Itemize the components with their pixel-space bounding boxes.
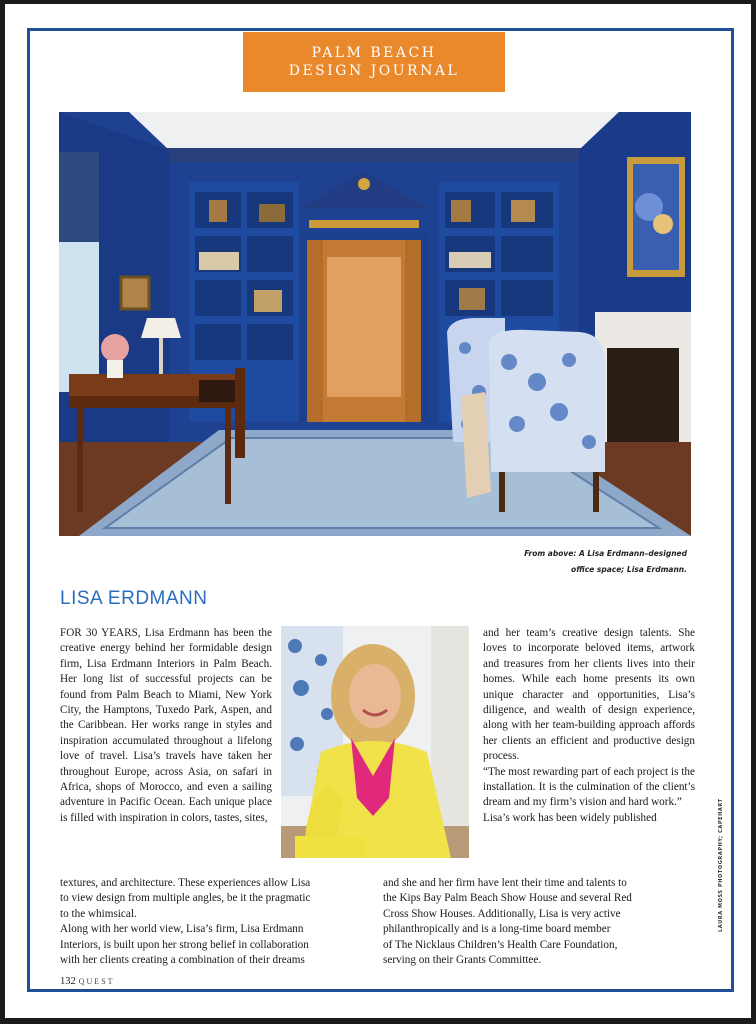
section-masthead xyxy=(243,32,505,92)
page-number: 132 xyxy=(60,976,76,987)
article-lower-left xyxy=(60,876,370,968)
article-column-right xyxy=(483,626,695,826)
article-paragraph: and her team’s creative design talents. She loves to incorporate beloved items, artwork and treasures from her clients lives into their homes. While each home presents its own unique character and opportunities, Lisa’s diligence, and wealth of design experience, along with her team-building approach affords her clients an efficient and productive design process. xyxy=(483,627,695,763)
photo-caption xyxy=(467,546,687,578)
text-line: of The Nicklaus Children’s Health Care Foundation, xyxy=(383,938,618,951)
photo-credit: LAURA MOSS PHOTOGRAPHY; CAPEHART xyxy=(718,798,724,932)
text-line: and she and her firm have lent their time and talents to xyxy=(383,877,627,889)
office-interior-photo xyxy=(59,112,691,536)
article-lower-right xyxy=(383,876,695,968)
text-line: serving on their Grants Committee. xyxy=(383,954,542,967)
text-line: textures, and architecture. These experiences allow Lisa xyxy=(60,877,311,889)
text-line: the Kips Bay Palm Beach Show House and several Red xyxy=(383,892,632,905)
portrait-photo xyxy=(281,626,469,858)
article-paragraph: Lisa’s work has been widely published xyxy=(483,811,657,824)
text-line: Along with her world view, Lisa’s firm, Lisa Erdmann xyxy=(60,923,304,936)
text-line: philanthropically and is a long-time board member xyxy=(383,923,611,936)
article-quote: “The most rewarding part of each project is the installation. It is the culmination of the client’s dream and my firm’s vision and hard work.” xyxy=(483,765,695,809)
article-headline: LISA ERDMANN xyxy=(60,588,208,609)
caption-line-2: office space; Lisa Erdmann. xyxy=(571,565,687,574)
magazine-page xyxy=(5,4,751,1018)
caption-line-1: From above: A Lisa Erdmann–designed xyxy=(524,549,687,558)
text-line: to the whimsical. xyxy=(60,907,137,920)
text-line: Interiors, is built upon her strong belief in collaboration xyxy=(60,938,309,951)
text-line: Cross Show Houses. Additionally, Lisa is very active xyxy=(383,907,621,920)
text-line: with her clients creating a combination of their dreams xyxy=(60,954,305,967)
article-paragraph: FOR 30 YEARS, Lisa Erdmann has been the creative energy behind her formidable design firm, Lisa Erdmann Interiors in Palm Beach. Her long list of successful projects can be found from Palm Beach to Miami, New York City, the Hamptons, Tuxedo Park, Aspen, and the Caribbean. Her works range in styles and inspiration accumulated throughout a lifelong love of travel. Lisa’s travels have taken her throughout Europe, across Asia, on safari in Africa, shops of Morocco, and even a sailing adventure in Pacific Ocean. Each unique place is filled with inspiration in colors, tastes, sites, xyxy=(60,627,272,824)
magazine-name: QUEST xyxy=(78,977,115,986)
article-column-left xyxy=(60,626,272,826)
masthead-line-2: DESIGN JOURNAL xyxy=(288,63,460,79)
page-folio xyxy=(60,976,115,987)
masthead-line-1: PALM BEACH xyxy=(311,45,437,61)
text-line: to view design from multiple angles, be it the pragmatic xyxy=(60,892,311,905)
